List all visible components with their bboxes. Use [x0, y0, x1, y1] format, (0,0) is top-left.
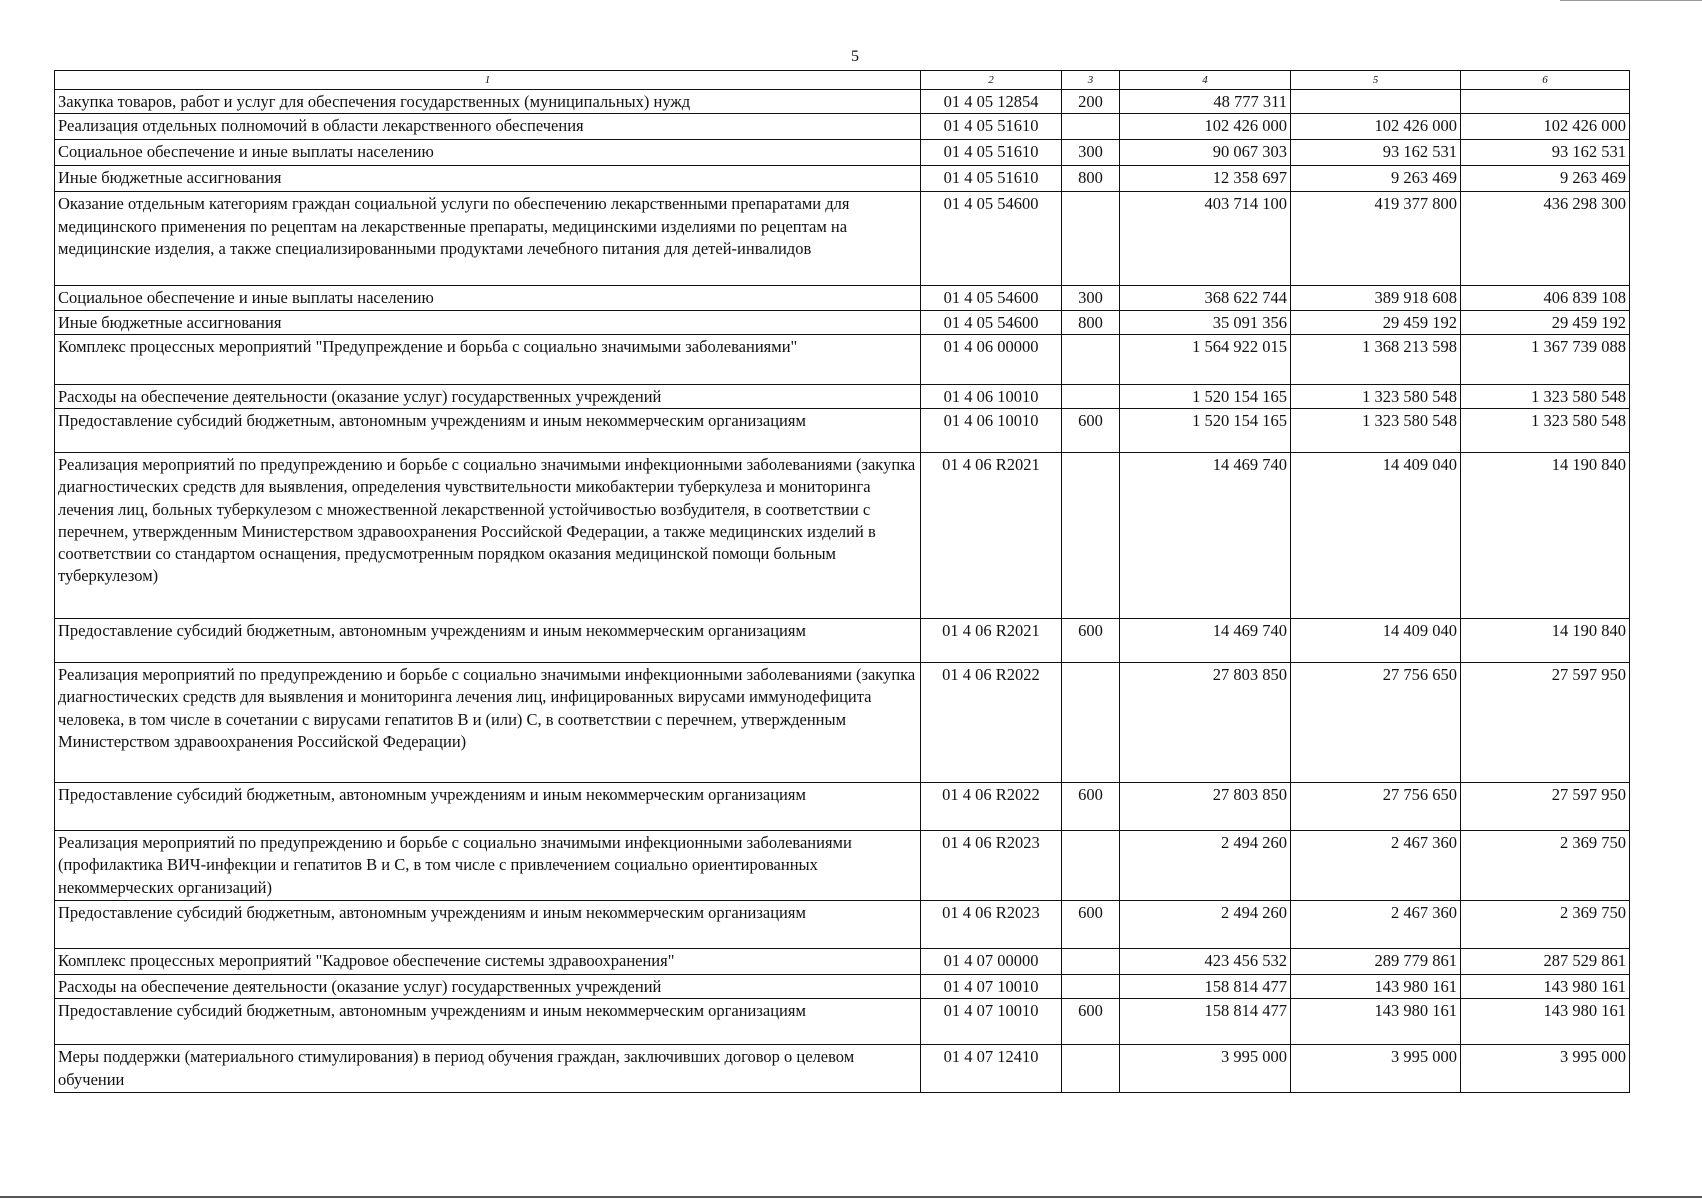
col-header-4: 4 [1120, 71, 1291, 90]
row-value-6: 3 995 000 [1461, 1045, 1630, 1093]
row-value-4: 423 456 532 [1120, 949, 1291, 975]
table-row [55, 384, 1630, 408]
row-expense-type: 300 [1062, 140, 1120, 166]
row-code: 01 4 05 54600 [921, 192, 1062, 286]
page-number: 5 [851, 48, 859, 65]
row-value-5: 1 323 580 548 [1291, 384, 1461, 408]
row-name: Оказание отдельным категориям граждан социальной услуги по обеспечению лекарственными препаратами для медицинского применения по рецептам на лекарственные препараты, медицинскими изделиями по рецептам на медицинские изделия, а также специализированными продуктами лечебного питания для детей-инвалидов [55, 192, 921, 286]
row-value-5: 27 756 650 [1291, 783, 1461, 831]
row-value-4: 2 494 260 [1120, 901, 1291, 949]
row-value-4: 14 469 740 [1120, 619, 1291, 663]
row-value-6: 14 190 840 [1461, 453, 1630, 619]
row-value-5: 9 263 469 [1291, 166, 1461, 192]
row-value-4: 102 426 000 [1120, 114, 1291, 140]
table-row [55, 90, 1630, 114]
row-value-6: 2 369 750 [1461, 901, 1630, 949]
row-value-6: 1 323 580 548 [1461, 409, 1630, 453]
row-value-5: 143 980 161 [1291, 975, 1461, 999]
row-code: 01 4 05 12854 [921, 90, 1062, 114]
row-expense-type: 200 [1062, 90, 1120, 114]
table-row [55, 453, 1630, 619]
row-expense-type: 600 [1062, 999, 1120, 1045]
row-value-6: 2 369 750 [1461, 831, 1630, 901]
row-value-5: 93 162 531 [1291, 140, 1461, 166]
row-name: Социальное обеспечение и иные выплаты населению [55, 140, 921, 166]
row-name: Комплекс процессных мероприятий "Кадровое обеспечение системы здравоохранения" [55, 949, 921, 975]
row-value-6: 1 367 739 088 [1461, 334, 1630, 384]
row-value-4: 48 777 311 [1120, 90, 1291, 114]
row-expense-type [1062, 1045, 1120, 1093]
table-row [55, 166, 1630, 192]
table-row [55, 999, 1630, 1045]
row-value-6 [1461, 90, 1630, 114]
row-name: Комплекс процессных мероприятий "Предупреждение и борьба с социально значимыми заболеваниями" [55, 334, 921, 384]
table-row [55, 949, 1630, 975]
row-value-5: 1 323 580 548 [1291, 409, 1461, 453]
row-name: Реализация отдельных полномочий в области лекарственного обеспечения [55, 114, 921, 140]
row-value-5 [1291, 90, 1461, 114]
row-expense-type: 600 [1062, 409, 1120, 453]
row-value-5: 2 467 360 [1291, 831, 1461, 901]
row-expense-type [1062, 831, 1120, 901]
row-code: 01 4 06 R2021 [921, 453, 1062, 619]
row-value-5: 2 467 360 [1291, 901, 1461, 949]
table-row [55, 901, 1630, 949]
row-name: Предоставление субсидий бюджетным, автономным учреждениям и иным некоммерческим организациям [55, 783, 921, 831]
row-value-4: 2 494 260 [1120, 831, 1291, 901]
row-code: 01 4 06 R2022 [921, 783, 1062, 831]
row-code: 01 4 06 R2022 [921, 663, 1062, 783]
row-name: Закупка товаров, работ и услуг для обеспечения государственных (муниципальных) нужд [55, 90, 921, 114]
table-row [55, 783, 1630, 831]
row-expense-type [1062, 114, 1120, 140]
row-value-5: 14 409 040 [1291, 619, 1461, 663]
row-code: 01 4 06 R2023 [921, 901, 1062, 949]
col-header-3: 3 [1062, 71, 1120, 90]
row-name: Реализация мероприятий по предупреждению и борьбе с социально значимыми инфекционными заболеваниями (закупка диагностических средств для выявления и мониторинга лечения лиц, инфицированных вирусами иммунодефицита человека, в том числе в сочетании с вирусами гепатитов В и (или) С, в соответствии с перечнем, утвержденным Министерством здравоохранения Российской Федерации) [55, 663, 921, 783]
row-expense-type [1062, 192, 1120, 286]
row-value-6: 93 162 531 [1461, 140, 1630, 166]
row-expense-type [1062, 384, 1120, 408]
row-name: Расходы на обеспечение деятельности (оказание услуг) государственных учреждений [55, 975, 921, 999]
row-value-5: 143 980 161 [1291, 999, 1461, 1045]
row-name: Социальное обеспечение и иные выплаты населению [55, 286, 921, 310]
row-value-6: 406 839 108 [1461, 286, 1630, 310]
row-name: Иные бюджетные ассигнования [55, 166, 921, 192]
row-value-4: 27 803 850 [1120, 663, 1291, 783]
row-value-5: 419 377 800 [1291, 192, 1461, 286]
row-code: 01 4 07 10010 [921, 999, 1062, 1045]
row-value-4: 158 814 477 [1120, 999, 1291, 1045]
row-name: Предоставление субсидий бюджетным, автономным учреждениям и иным некоммерческим организациям [55, 999, 921, 1045]
table-row [55, 310, 1630, 334]
row-code: 01 4 05 51610 [921, 114, 1062, 140]
row-name: Предоставление субсидий бюджетным, автономным учреждениям и иным некоммерческим организациям [55, 409, 921, 453]
row-value-5: 1 368 213 598 [1291, 334, 1461, 384]
table-row [55, 114, 1630, 140]
col-header-5: 5 [1291, 71, 1461, 90]
table-row [55, 831, 1630, 901]
budget-table [54, 70, 1630, 1093]
row-value-4: 27 803 850 [1120, 783, 1291, 831]
row-value-4: 90 067 303 [1120, 140, 1291, 166]
table-row [55, 286, 1630, 310]
row-code: 01 4 06 R2021 [921, 619, 1062, 663]
table-row [55, 192, 1630, 286]
row-value-6: 287 529 861 [1461, 949, 1630, 975]
row-name: Реализация мероприятий по предупреждению и борьбе с социально значимыми инфекционными заболеваниями (профилактика ВИЧ-инфекции и гепатитов В и С, в том числе с привлечением социально ориентированных некоммерческих организаций) [55, 831, 921, 901]
row-value-4: 1 520 154 165 [1120, 384, 1291, 408]
row-expense-type [1062, 334, 1120, 384]
scan-bottom-edge [0, 1196, 1702, 1198]
row-code: 01 4 07 12410 [921, 1045, 1062, 1093]
row-value-5: 289 779 861 [1291, 949, 1461, 975]
row-expense-type: 300 [1062, 286, 1120, 310]
row-name: Расходы на обеспечение деятельности (оказание услуг) государственных учреждений [55, 384, 921, 408]
row-value-4: 35 091 356 [1120, 310, 1291, 334]
row-value-5: 389 918 608 [1291, 286, 1461, 310]
row-value-6: 9 263 469 [1461, 166, 1630, 192]
row-value-6: 14 190 840 [1461, 619, 1630, 663]
table-row [55, 619, 1630, 663]
row-code: 01 4 05 54600 [921, 286, 1062, 310]
row-expense-type: 600 [1062, 783, 1120, 831]
table-row [55, 409, 1630, 453]
row-code: 01 4 05 51610 [921, 166, 1062, 192]
row-value-4: 14 469 740 [1120, 453, 1291, 619]
row-code: 01 4 06 10010 [921, 409, 1062, 453]
row-expense-type: 800 [1062, 166, 1120, 192]
scan-edge-line [1560, 0, 1702, 1]
row-value-6: 27 597 950 [1461, 663, 1630, 783]
row-name: Иные бюджетные ассигнования [55, 310, 921, 334]
row-name: Предоставление субсидий бюджетным, автономным учреждениям и иным некоммерческим организациям [55, 901, 921, 949]
row-expense-type [1062, 975, 1120, 999]
table-row [55, 975, 1630, 999]
header-row [55, 71, 1630, 90]
row-code: 01 4 06 00000 [921, 334, 1062, 384]
row-value-4: 1 564 922 015 [1120, 334, 1291, 384]
table-row [55, 140, 1630, 166]
row-value-5: 3 995 000 [1291, 1045, 1461, 1093]
row-code: 01 4 06 R2023 [921, 831, 1062, 901]
row-expense-type: 800 [1062, 310, 1120, 334]
row-value-4: 1 520 154 165 [1120, 409, 1291, 453]
row-code: 01 4 05 54600 [921, 310, 1062, 334]
row-code: 01 4 07 00000 [921, 949, 1062, 975]
row-value-4: 3 995 000 [1120, 1045, 1291, 1093]
row-value-6: 143 980 161 [1461, 999, 1630, 1045]
row-value-5: 27 756 650 [1291, 663, 1461, 783]
row-code: 01 4 06 10010 [921, 384, 1062, 408]
table-row [55, 663, 1630, 783]
col-header-6: 6 [1461, 71, 1630, 90]
row-expense-type [1062, 663, 1120, 783]
row-name: Предоставление субсидий бюджетным, автономным учреждениям и иным некоммерческим организациям [55, 619, 921, 663]
row-value-6: 436 298 300 [1461, 192, 1630, 286]
row-code: 01 4 05 51610 [921, 140, 1062, 166]
row-value-5: 14 409 040 [1291, 453, 1461, 619]
col-header-1: 1 [55, 71, 921, 90]
row-value-5: 102 426 000 [1291, 114, 1461, 140]
row-value-4: 158 814 477 [1120, 975, 1291, 999]
row-expense-type [1062, 453, 1120, 619]
row-value-6: 1 323 580 548 [1461, 384, 1630, 408]
table-row [55, 1045, 1630, 1093]
row-code: 01 4 07 10010 [921, 975, 1062, 999]
table-row [55, 334, 1630, 384]
col-header-2: 2 [921, 71, 1062, 90]
row-value-6: 29 459 192 [1461, 310, 1630, 334]
row-value-6: 143 980 161 [1461, 975, 1630, 999]
row-expense-type: 600 [1062, 619, 1120, 663]
row-name: Реализация мероприятий по предупреждению и борьбе с социально значимыми инфекционными заболеваниями (закупка диагностических средств для выявления, определения чувствительности микобактерии туберкулеза и мониторинга лечения лиц, больных туберкулезом с множественной лекарственной устойчивостью возбудителя, в соответствии с перечнем, утвержденным Министерством здравоохранения Российской Федерации, а также медицинских изделий в соответствии со стандартом оснащения, предусмотренным порядком оказания медицинской помощи больным туберкулезом) [55, 453, 921, 619]
row-name: Меры поддержки (материального стимулирования) в период обучения граждан, заключивших договор о целевом обучении [55, 1045, 921, 1093]
row-value-6: 27 597 950 [1461, 783, 1630, 831]
row-expense-type: 600 [1062, 901, 1120, 949]
row-value-4: 403 714 100 [1120, 192, 1291, 286]
row-value-4: 12 358 697 [1120, 166, 1291, 192]
row-value-4: 368 622 744 [1120, 286, 1291, 310]
row-expense-type [1062, 949, 1120, 975]
row-value-5: 29 459 192 [1291, 310, 1461, 334]
row-value-6: 102 426 000 [1461, 114, 1630, 140]
